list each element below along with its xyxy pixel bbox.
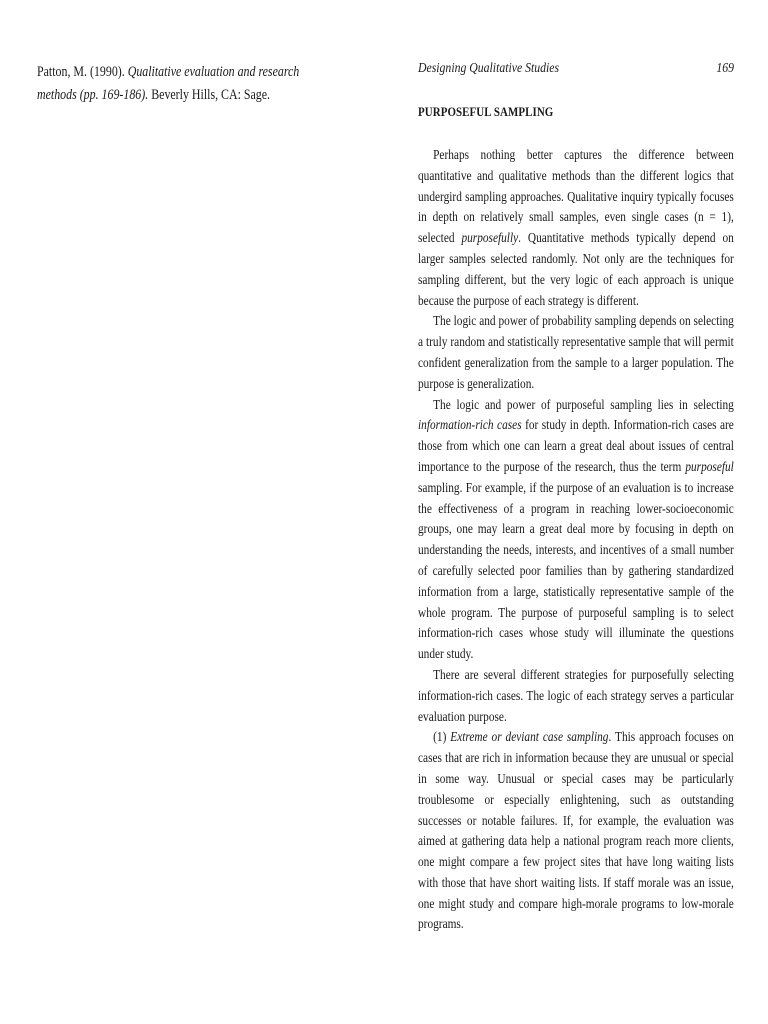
italic-run: purposeful xyxy=(685,458,734,474)
text-run: . This approach focuses on cases that are rich in information because they are unusual or special in some way. Unusual or special cases may be particularly troublesome or especially enlightening, such as outstanding successes or notable failures. If, for example, the evaluation was aimed at gathering data help a national program reach more clients, one might compare a few project sites that have long waiting lists with those that have short waiting lists. If staff morale was an issue, one might study and compare high-morale programs to low-morale programs. xyxy=(418,729,734,932)
italic-run: information-rich cases xyxy=(418,417,522,433)
text-run: The logic and power of probability sampling depends on selecting a truly random and statistically representative sample that will permit confident generalization from the sample to a larger population. The purpose is generalization. xyxy=(418,313,734,391)
text-run: There are several different strategies for purposefully selecting information-rich cases. The logic of each strategy serves a particular evaluation purpose. xyxy=(418,666,734,724)
text-run: Perhaps nothing better captures the difference between quantitative and qualitative methods than the different logics that undergird sampling approaches. Qualitative inquiry typically focuses in depth on relatively small samples, even single cases (n = 1), selected xyxy=(418,147,734,246)
text-run: for study in depth. Information-rich cases are those from which one can learn a great deal about issues of central importance to the purpose of the research, thus the term xyxy=(418,417,734,474)
citation-author-year: Patton, M. (1990). xyxy=(37,64,128,80)
paragraph xyxy=(418,665,734,727)
paragraph xyxy=(418,395,734,665)
citation-title: Qualitative evaluation and research methods (pp. 169-186). xyxy=(37,64,300,103)
citation-publisher: Beverly Hills, CA: Sage. xyxy=(148,87,271,103)
section-heading: PURPOSEFUL SAMPLING xyxy=(418,104,554,119)
running-head: Designing Qualitative Studies xyxy=(418,61,560,76)
body-text xyxy=(418,145,734,935)
text-run: . Quantitative methods typically depend on larger samples selected randomly. Not only are the techniques for sampling different, but the very logic of each approach is unique because the purpose of each strategy is different. xyxy=(418,230,734,308)
paragraph xyxy=(418,311,734,394)
citation xyxy=(37,61,314,107)
paragraph xyxy=(418,145,734,311)
text-run: (1) xyxy=(433,729,451,745)
text-run: The logic and power of purposeful sampling lies in selecting xyxy=(433,396,734,412)
italic-run: Extreme or deviant case sampling xyxy=(450,729,609,745)
italic-run: purposefully xyxy=(461,230,519,246)
page-number: 169 xyxy=(716,61,734,76)
paragraph xyxy=(418,727,734,935)
text-run: sampling. For example, if the purpose of an evaluation is to increase the effectiveness of a program in reaching lower-socioeconomic groups, one may learn a great deal more by focusing in depth on understanding the needs, interests, and incentives of a small number of carefully selected poor families than by gathering standardized information from a large, statistically representative sample of the whole program. The purpose of purposeful sampling is to select information-rich cases whose study will illuminate the questions under study. xyxy=(418,479,734,662)
